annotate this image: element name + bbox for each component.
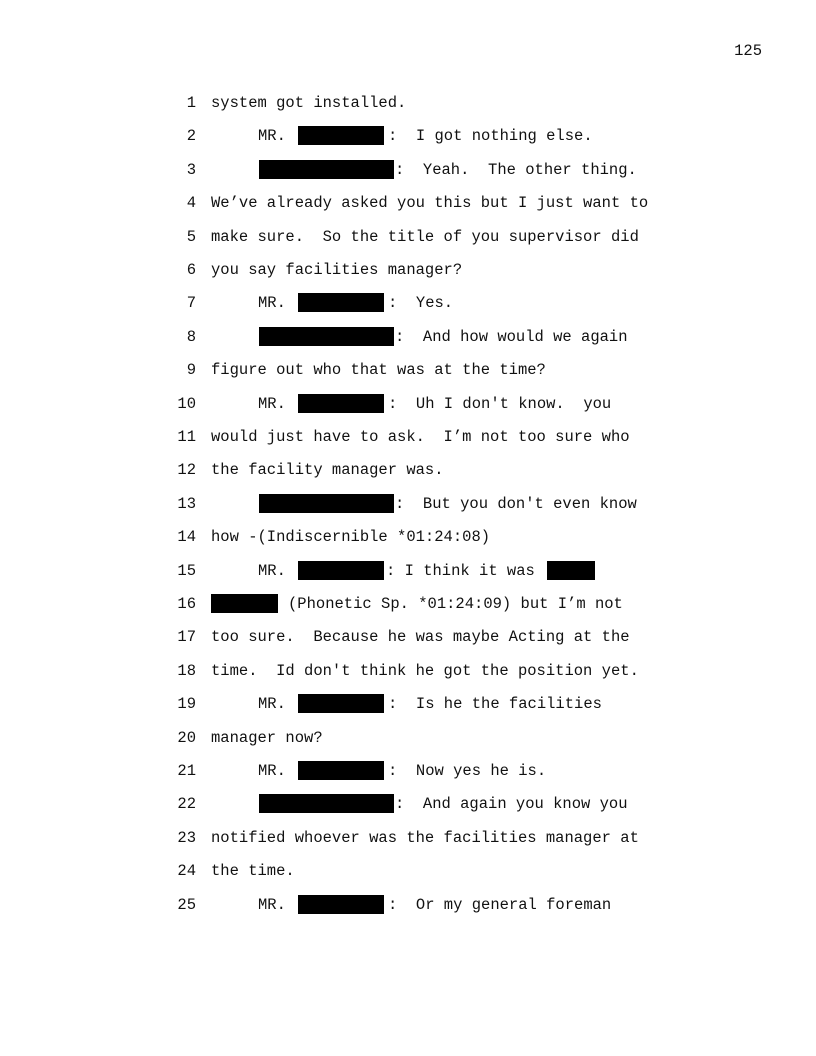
transcript-line-text: too sure. Because he was maybe Acting at the [211,628,630,647]
line-number: 13 [177,494,196,513]
line-number: 18 [177,661,196,680]
transcript-line-text: MR. [258,127,286,146]
transcript-line-text: : I got nothing else. [388,127,593,146]
transcript-line-text: : Now yes he is. [388,762,547,780]
line-number: 12 [177,461,196,480]
line-number: 11 [177,428,196,446]
line-number: 15 [177,561,196,580]
transcript-line-text: : And how would we again [395,327,628,346]
line-number: 19 [177,695,196,714]
redaction-block [259,327,394,346]
transcript-line-text: : Uh I don't know. you [388,394,612,413]
transcript-line-text: : Is he the facilities [388,695,602,714]
line-number: 7 [186,294,196,313]
transcript-line-text: notified whoever was the facilities manager at [211,828,639,847]
transcript-line-text: MR. [258,762,286,780]
line-number: 5 [186,227,196,246]
line-number: 22 [177,795,196,814]
line-number: 10 [177,394,196,413]
line-number: 17 [177,628,196,647]
line-number: 8 [186,327,196,346]
redaction-block [259,160,394,179]
transcript-line-text: MR. [258,561,286,580]
line-number: 4 [186,194,196,213]
transcript-line-text: MR. [258,394,286,413]
transcript-line-text: MR. [258,695,286,714]
transcript-line-text: MR. [258,895,286,914]
transcript-line-text: the time. [211,862,295,881]
transcript-line-text: make sure. So the title of you supervisor did [211,227,639,246]
line-number: 1 [186,94,196,112]
line-number: 3 [186,160,196,179]
redaction-block [259,494,394,513]
redaction-block [298,293,384,312]
line-number: 24 [177,862,196,881]
transcript-line-text: the facility manager was. [211,461,444,480]
transcript-line-text: : Yes. [388,294,454,313]
line-number: 16 [177,595,196,613]
page-number: 125 [734,42,762,60]
transcript-line-text: you say facilities manager? [211,261,463,279]
redaction-block [298,694,384,713]
transcript-line-text: system got installed. [211,94,407,112]
redaction-block [298,561,384,580]
transcript-line-text: manager now? [211,728,323,747]
transcript-line-text: : But you don't even know [395,494,637,513]
line-number: 23 [177,828,196,847]
transcript-line-text: : Or my general foreman [388,895,612,914]
line-number: 9 [186,361,196,380]
line-number: 6 [186,261,196,279]
redaction-block [298,761,384,780]
redaction-block [298,126,384,145]
line-number: 14 [177,528,196,547]
transcript-line-text: how -(Indiscernible *01:24:08) [211,528,491,547]
transcript-line-text: We’ve already asked you this but I just want to [211,194,649,213]
redaction-block [259,794,394,813]
line-number: 20 [177,728,196,747]
transcript-line-text: : And again you know you [395,795,628,814]
transcript-line-text: MR. [258,294,286,313]
redaction-block [298,895,384,914]
transcript-line-text: (Phonetic Sp. *01:24:09) but I’m not [288,595,623,613]
transcript-line-text: time. Id don't think he got the position yet. [211,661,639,680]
line-number: 25 [177,895,196,914]
transcript-line-text: : I think it was [386,561,535,580]
line-number: 2 [186,127,196,146]
redaction-block [298,394,384,413]
transcript-line-text: figure out who that was at the time? [211,361,546,380]
redaction-block [211,594,278,613]
line-number: 21 [177,762,196,780]
transcript-line-text: would just have to ask. I’m not too sure who [211,428,630,446]
transcript-line-text: : Yeah. The other thing. [395,160,637,179]
redaction-block [547,561,595,580]
